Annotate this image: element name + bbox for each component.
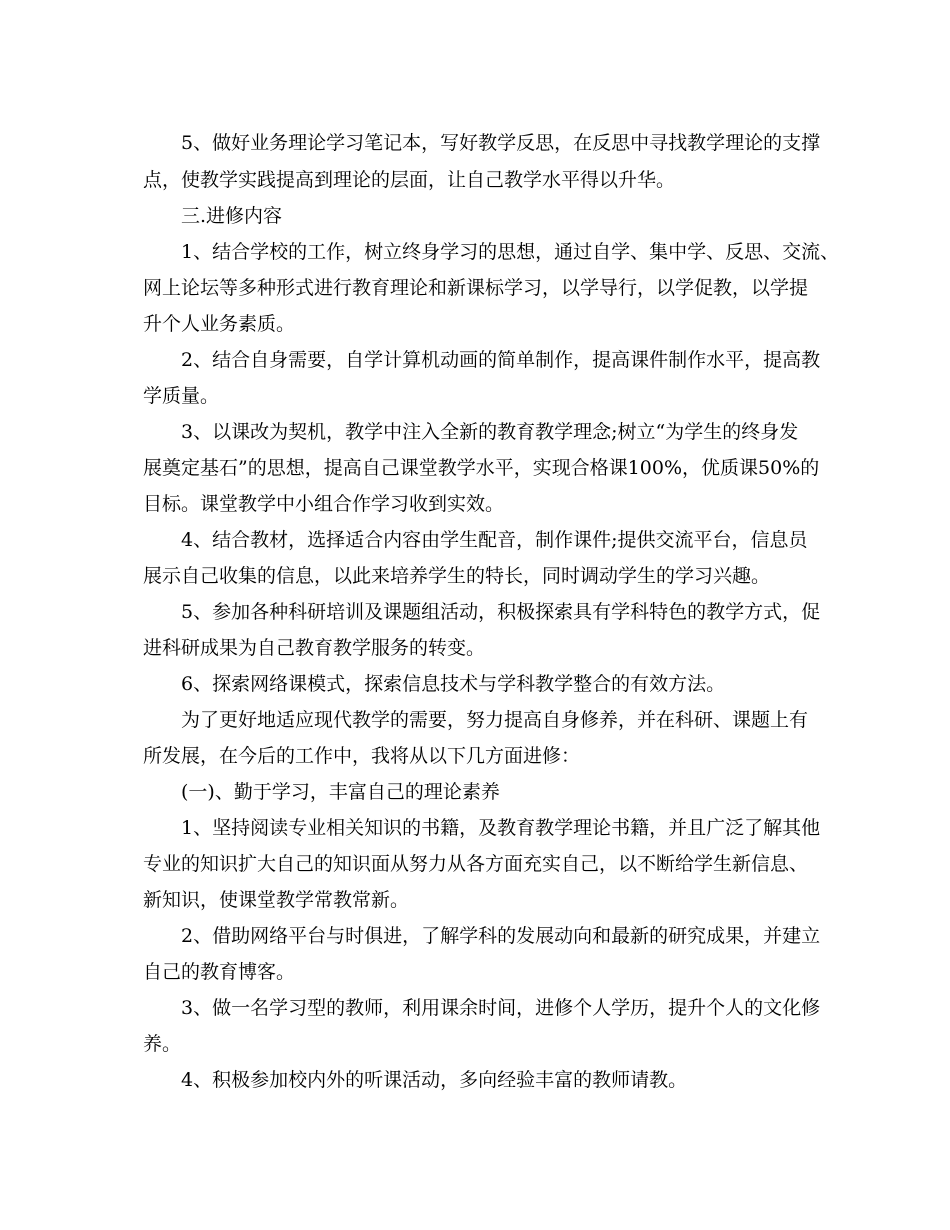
text-line: 目标。课堂教学中小组合作学习收到实效。 xyxy=(143,493,505,515)
text-line: 网上论坛等多种形式进行教育理论和新课标学习，以学导行，以学促教，以学提 xyxy=(143,277,809,299)
text-line: 4、积极参加校内外的听课活动，多向经验丰富的教师请教。 xyxy=(181,1069,688,1091)
text-line: 5、做好业务理论学习笔记本，写好教学反思，在反思中寻找教学理论的支撑 xyxy=(181,132,821,154)
section-heading: 三.进修内容 xyxy=(181,205,283,227)
text-line: 展示自己收集的信息，以此来培养学生的特长，同时调动学生的学习兴趣。 xyxy=(143,565,771,587)
text-line: 4、结合教材，选择适合内容由学生配音，制作课件;提供交流平台，信息员 xyxy=(181,529,808,551)
text-line: 养。 xyxy=(143,1033,182,1055)
text-line: 自己的教育博客。 xyxy=(143,961,296,983)
text-line: 点，使教学实践提高到理论的层面，让自己教学水平得以升华。 xyxy=(143,169,676,191)
text-line: 学质量。 xyxy=(143,385,220,407)
text-line: 3、以课改为契机，教学中注入全新的教育教学理念;树立“为学生的终身发 xyxy=(181,421,799,443)
text-line: 为了更好地适应现代教学的需要，努力提高自身修养，并在科研、课题上有 xyxy=(181,709,809,731)
text-line: 展奠定基石”的思想，提高自己课堂教学水平，实现合格课100%，优质课50%的 xyxy=(143,457,820,479)
text-line: 1、结合学校的工作，树立终身学习的思想，通过自学、集中学、反思、交流、 xyxy=(181,241,840,263)
text-line: 5、参加各种科研培训及课题组活动，积极探索具有学科特色的教学方式，促 xyxy=(181,601,821,623)
text-line: 2、结合自身需要，自学计算机动画的简单制作，提高课件制作水平，提高教 xyxy=(181,349,821,371)
text-line: 新知识，使课堂教学常教常新。 xyxy=(143,889,410,911)
text-line: 3、做一名学习型的教师，利用课余时间，进修个人学历，提升个人的文化修 xyxy=(181,997,821,1019)
subsection-heading: (一)、勤于学习，丰富自己的理论素养 xyxy=(181,781,500,803)
text-line: 专业的知识扩大自己的知识面从努力从各方面充实自己，以不断给学生新信息、 xyxy=(143,853,809,875)
text-line: 进科研成果为自己教育教学服务的转变。 xyxy=(143,637,486,659)
text-line: 2、借助网络平台与时俱进，了解学科的发展动向和最新的研究成果，并建立 xyxy=(181,925,821,947)
text-line: 所发展，在今后的工作中，我将从以下几方面进修： xyxy=(143,745,581,767)
text-line: 6、探索网络课模式，探索信息技术与学科教学整合的有效方法。 xyxy=(181,673,726,695)
text-line: 1、坚持阅读专业相关知识的书籍，及教育教学理论书籍，并且广泛了解其他 xyxy=(181,817,821,839)
text-line: 升个人业务素质。 xyxy=(143,313,296,335)
